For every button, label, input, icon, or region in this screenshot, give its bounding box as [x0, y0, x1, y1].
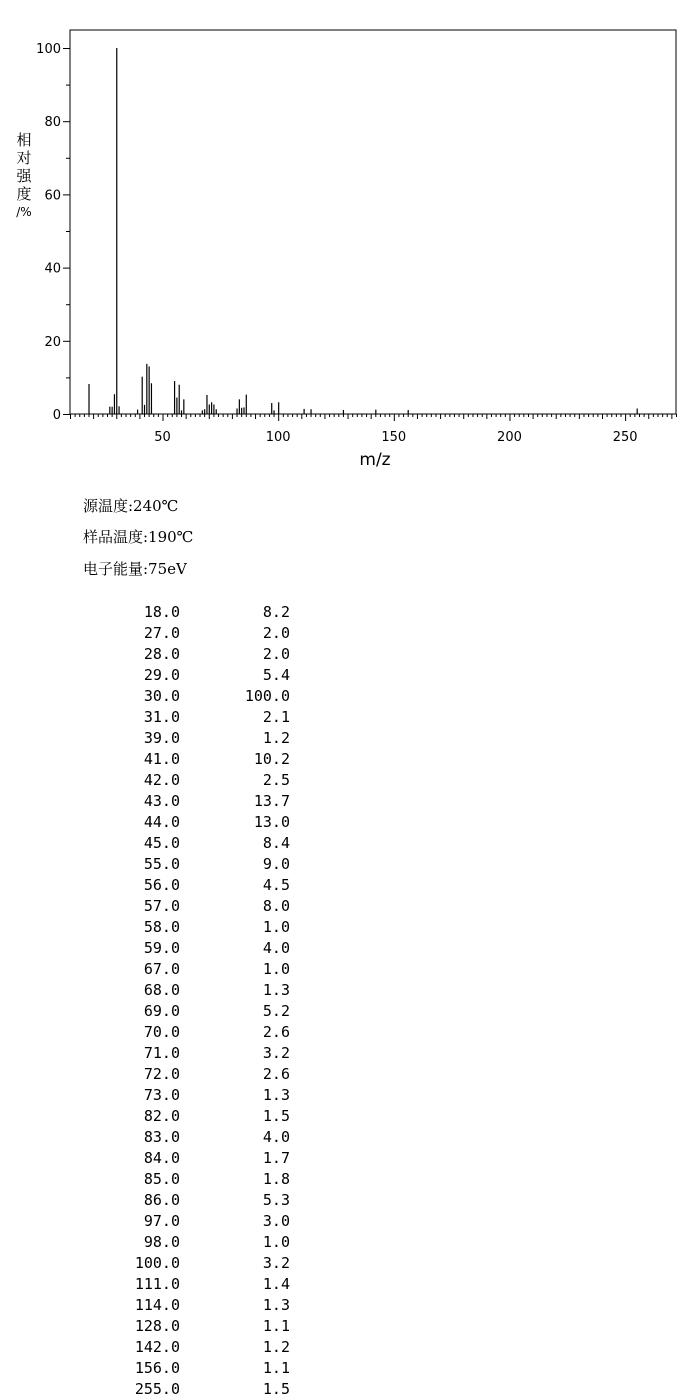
y-axis-label-char: 强	[16, 167, 32, 185]
y-axis-label-char: /%	[16, 205, 32, 219]
peak-intensity: 5.2	[262, 1002, 290, 1020]
peak-mz: 57.0	[143, 897, 180, 915]
peak-intensity: 1.1	[262, 1359, 290, 1377]
peak-mz: 55.0	[143, 855, 180, 873]
peak-intensity: 1.5	[262, 1380, 290, 1398]
peak-intensity: 1.5	[262, 1107, 290, 1125]
peak-intensity: 8.0	[262, 897, 290, 915]
peak-mz: 83.0	[143, 1128, 180, 1146]
peak-mz: 82.0	[143, 1107, 180, 1125]
peak-intensity: 1.0	[262, 1233, 290, 1251]
y-tick-label: 100	[36, 42, 61, 57]
electron-energy: 电子能量:75eV	[83, 560, 187, 578]
peak-mz: 69.0	[143, 1002, 180, 1020]
peak-intensity: 3.0	[262, 1212, 290, 1230]
peak-intensity: 10.2	[253, 750, 290, 768]
peak-mz: 28.0	[143, 645, 180, 663]
peak-intensity: 1.2	[262, 1338, 290, 1356]
peak-intensity: 8.4	[262, 834, 290, 852]
y-tick-label: 20	[44, 334, 61, 350]
peak-mz: 18.0	[143, 603, 180, 621]
peak-row	[100, 749, 290, 770]
peak-intensity: 1.3	[262, 1296, 290, 1314]
peak-mz: 98.0	[143, 1233, 180, 1251]
peak-row	[100, 1190, 290, 1211]
peak-mz: 100.0	[134, 1254, 180, 1272]
peak-row	[100, 644, 290, 665]
peak-intensity: 1.0	[262, 918, 290, 936]
peak-mz: 68.0	[143, 981, 180, 999]
peak-row	[100, 1211, 290, 1232]
peak-intensity: 2.0	[262, 645, 290, 663]
peak-row	[100, 686, 290, 707]
y-tick-label: 40	[44, 261, 61, 277]
peak-row	[100, 1001, 290, 1022]
peak-mz: 97.0	[143, 1212, 180, 1230]
peak-mz: 45.0	[143, 834, 180, 852]
peak-intensity: 2.6	[262, 1065, 290, 1083]
peak-mz: 84.0	[143, 1149, 180, 1167]
peak-intensity: 5.4	[262, 666, 290, 684]
peak-mz: 41.0	[143, 750, 180, 768]
peak-row	[100, 728, 290, 749]
peak-intensity: 1.3	[262, 981, 290, 999]
peak-row	[100, 896, 290, 917]
peak-intensity: 4.0	[262, 1128, 290, 1146]
peak-table	[100, 602, 290, 1400]
peak-row	[100, 1148, 290, 1169]
peak-row	[100, 1169, 290, 1190]
peak-row	[100, 707, 290, 728]
sample-temperature: 样品温度:190℃	[83, 528, 194, 546]
peak-row	[100, 1022, 290, 1043]
peak-row	[100, 833, 290, 854]
peak-mz: 56.0	[143, 876, 180, 894]
peak-row	[100, 770, 290, 791]
peak-intensity: 100.0	[244, 687, 290, 705]
peak-intensity: 1.0	[262, 960, 290, 978]
peak-intensity: 1.2	[262, 729, 290, 747]
peak-intensity: 1.4	[262, 1275, 290, 1293]
plot-frame	[70, 30, 676, 414]
peak-mz: 44.0	[143, 813, 180, 831]
peak-row	[100, 1337, 290, 1358]
y-axis-label-char: 对	[16, 149, 32, 167]
peak-mz: 114.0	[134, 1296, 180, 1314]
peak-mz: 58.0	[143, 918, 180, 936]
peak-row	[100, 665, 290, 686]
peak-intensity: 13.7	[253, 792, 290, 810]
peak-mz: 85.0	[143, 1170, 180, 1188]
peak-intensity: 2.1	[262, 708, 290, 726]
peak-intensity: 13.0	[253, 813, 290, 831]
y-axis	[36, 42, 70, 423]
peak-intensity: 4.0	[262, 939, 290, 957]
peak-intensity: 5.3	[262, 1191, 290, 1209]
peak-intensity: 8.2	[262, 603, 290, 621]
peak-intensity: 1.3	[262, 1086, 290, 1104]
peak-row	[100, 1064, 290, 1085]
peak-intensity: 1.7	[262, 1149, 290, 1167]
peak-mz: 59.0	[143, 939, 180, 957]
peak-row	[100, 1316, 290, 1337]
peak-row	[100, 602, 290, 623]
peak-row	[100, 875, 290, 896]
peak-row	[100, 1127, 290, 1148]
peak-row	[100, 938, 290, 959]
peak-mz: 43.0	[143, 792, 180, 810]
peak-mz: 111.0	[134, 1275, 180, 1293]
peak-intensity: 1.8	[262, 1170, 290, 1188]
peak-mz: 156.0	[134, 1359, 180, 1377]
peak-row	[100, 1253, 290, 1274]
peak-intensity: 2.5	[262, 771, 290, 789]
peak-mz: 73.0	[143, 1086, 180, 1104]
peak-row	[100, 1358, 290, 1379]
peak-intensity: 3.2	[262, 1044, 290, 1062]
peak-row	[100, 1106, 290, 1127]
peak-mz: 39.0	[143, 729, 180, 747]
peak-mz: 255.0	[134, 1380, 180, 1398]
x-tick-label: 50	[154, 430, 171, 445]
peak-row	[100, 1085, 290, 1106]
x-tick-label: 100	[265, 430, 291, 445]
peak-row	[100, 854, 290, 875]
peak-intensity: 9.0	[262, 855, 290, 873]
peak-mz: 42.0	[143, 771, 180, 789]
source-temperature: 源温度:240℃	[83, 497, 179, 515]
x-tick-label: 200	[497, 430, 522, 445]
y-axis-label-char: 相	[16, 131, 32, 149]
y-tick-label: 60	[44, 188, 61, 204]
peak-mz: 128.0	[134, 1317, 180, 1335]
peak-intensity: 1.1	[262, 1317, 290, 1335]
x-tick-label: 250	[612, 430, 638, 445]
x-axis-label: m/z	[359, 450, 391, 470]
y-tick-label: 80	[44, 115, 61, 131]
peak-mz: 72.0	[143, 1065, 180, 1083]
peak-intensity: 3.2	[262, 1254, 290, 1272]
peak-row	[100, 791, 290, 812]
peak-mz: 30.0	[143, 687, 180, 705]
peak-mz: 142.0	[134, 1338, 180, 1356]
peak-intensity: 4.5	[262, 876, 290, 894]
peak-row	[100, 812, 290, 833]
peak-row	[100, 623, 290, 644]
x-tick-label: 150	[381, 430, 407, 445]
x-axis	[71, 414, 677, 445]
peak-mz: 70.0	[143, 1023, 180, 1041]
peak-bars	[89, 48, 637, 414]
peak-row	[100, 1295, 290, 1316]
y-axis-label-char: 度	[16, 185, 32, 203]
peak-mz: 31.0	[143, 708, 180, 726]
peak-row	[100, 1274, 290, 1295]
peak-row	[100, 1043, 290, 1064]
peak-intensity: 2.6	[262, 1023, 290, 1041]
peak-mz: 67.0	[143, 960, 180, 978]
peak-mz: 29.0	[143, 666, 180, 684]
peak-mz: 27.0	[143, 624, 180, 642]
peak-mz: 86.0	[143, 1191, 180, 1209]
y-tick-label: 0	[52, 408, 61, 423]
peak-mz: 71.0	[143, 1044, 180, 1062]
peak-row	[100, 1232, 290, 1253]
peak-row	[100, 980, 290, 1001]
peak-row	[100, 917, 290, 938]
mass-spectrum-chart	[0, 0, 687, 480]
peak-intensity: 2.0	[262, 624, 290, 642]
peak-row	[100, 1379, 290, 1400]
peak-row	[100, 959, 290, 980]
